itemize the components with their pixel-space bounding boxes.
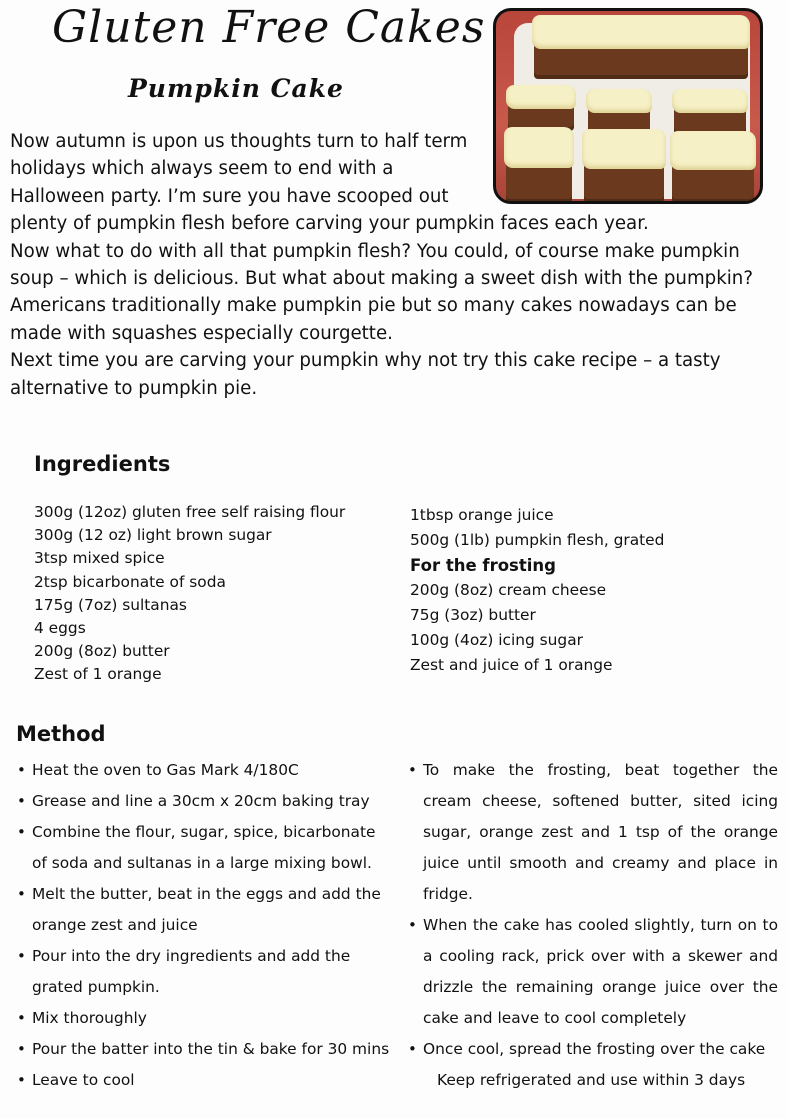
method-step: • To make the frosting, beat together the cream cheese, softened butter, sited icing sugar, orange zest and 1 tsp of the orange juice until smooth and creamy and place in fridge. (403, 755, 778, 910)
ingredient-item: 500g (1lb) pumpkin flesh, grated (410, 531, 665, 549)
method-steps-right (403, 755, 778, 1096)
intro-paragraph: Next time you are carving your pumpkin why not try this cake recipe – a tasty alternative to pumpkin pie. (10, 350, 721, 399)
bullet-icon: • (17, 1009, 26, 1027)
frosting-item: 100g (4oz) icing sugar (410, 631, 583, 649)
bullet-icon: • (17, 761, 26, 779)
frosting-heading: For the frosting (410, 556, 556, 575)
bullet-icon: • (408, 916, 417, 934)
recipe-title: Pumpkin Cake (128, 74, 344, 103)
ingredient-item: Zest of 1 orange (34, 665, 162, 684)
ingredient-item: 2tsp bicarbonate of soda (34, 572, 226, 591)
storage-note: Keep refrigerated and use within 3 days (437, 1071, 746, 1089)
method-step: • When the cake has cooled slightly, turn on to a cooling rack, prick over with a skewer and drizzle the remaining orange juice over the cake and leave to cool completely (403, 910, 778, 1034)
method-step: • Heat the oven to Gas Mark 4/180C (12, 755, 390, 786)
ingredient-item: 200g (8oz) butter (34, 642, 170, 661)
bullet-icon: • (17, 947, 26, 965)
bullet-icon: • (17, 1071, 26, 1089)
ingredient-item: 3tsp mixed spice (34, 549, 165, 568)
frosting-item: 200g (8oz) cream cheese (410, 581, 607, 599)
intro-line: Halloween party. I’m sure you have scooped out (10, 185, 449, 207)
ingredient-item: 175g (7oz) sultanas (34, 595, 187, 614)
method-step: • Pour the batter into the tin & bake for 30 mins (12, 1034, 390, 1065)
bullet-icon: • (17, 792, 26, 810)
bullet-icon: • (17, 823, 26, 841)
method-step: • Combine the flour, sugar, spice, bicarbonate of soda and sultanas in a large mixing bowl. (12, 817, 390, 879)
ingredients-list-right (410, 503, 664, 678)
method-steps-left (12, 755, 390, 1096)
method-step: • Melt the butter, beat in the eggs and add the orange zest and juice (12, 879, 390, 941)
bullet-icon: • (17, 885, 26, 903)
method-step: • Leave to cool (12, 1065, 390, 1096)
ingredient-item: 300g (12oz) gluten free self raising flour (34, 503, 346, 521)
method-step: • Pour into the dry ingredients and add the grated pumpkin. (12, 941, 390, 1003)
intro-line: plenty of pumpkin flesh before carving your pumpkin faces each year. (10, 213, 649, 235)
intro-text (10, 128, 775, 402)
intro-line: Now autumn is upon us thoughts turn to half term (10, 131, 468, 152)
ingredients-list-left (34, 501, 345, 687)
intro-paragraph: Now what to do with all that pumpkin flesh? You could, of course make pumpkin soup – which is delicious. But what about making a sweet dish with the pumpkin? Americans traditionally make pumpkin pie but so many cakes nowadays can be made with squashes especially courgette. (10, 240, 753, 344)
method-step: • Mix thoroughly (12, 1003, 390, 1034)
ingredient-item: 1tbsp orange juice (410, 506, 554, 524)
method-heading: Method (16, 722, 106, 746)
page-title: Gluten Free Cakes (52, 2, 486, 53)
bullet-icon: • (17, 1040, 26, 1058)
photo-cake-square (508, 87, 574, 131)
ingredient-item: 4 eggs (34, 619, 86, 638)
method-step: • Once cool, spread the frosting over the cake (403, 1034, 778, 1065)
photo-cake-slab (534, 17, 748, 79)
bullet-icon: • (408, 1040, 417, 1058)
frosting-item: 75g (3oz) butter (410, 606, 536, 624)
ingredients-heading: Ingredients (34, 452, 171, 476)
frosting-item: Zest and juice of 1 orange (410, 656, 613, 674)
bullet-icon: • (408, 761, 417, 779)
method-step: • Grease and line a 30cm x 20cm baking tray (12, 786, 390, 817)
ingredient-item: 300g (12 oz) light brown sugar (34, 526, 272, 545)
intro-line: holidays which always seem to end with a (10, 158, 394, 180)
